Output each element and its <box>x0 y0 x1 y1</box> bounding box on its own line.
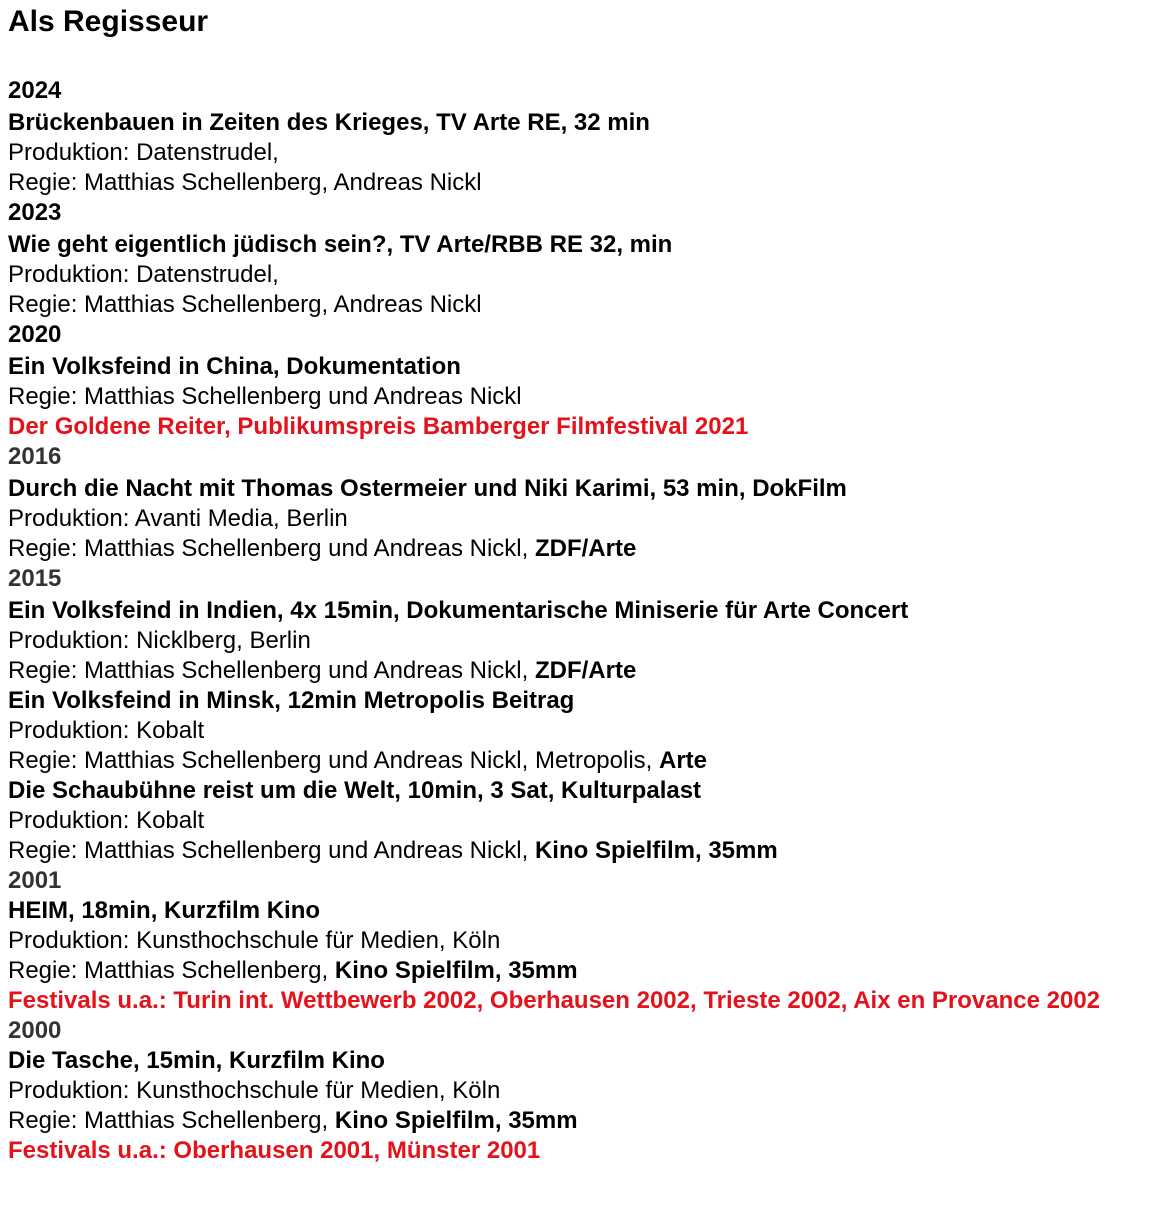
production-credit: Produktion: Datenstrudel, <box>8 261 279 288</box>
year-heading-2020: 2020 <box>8 321 62 348</box>
festivals-line: Festivals u.a.: Oberhausen 2001, Münster 2001 <box>8 1137 541 1164</box>
director-credit <box>8 1106 1152 1136</box>
film-title: Ein Volksfeind in Minsk, 12min Metropolis Beitrag <box>8 687 575 714</box>
production-credit: Produktion: Datenstrudel, <box>8 139 279 166</box>
page-title: Als Regisseur <box>8 5 209 38</box>
director-credit <box>8 656 1152 686</box>
year-heading-2015: 2015 <box>8 565 62 592</box>
director-names: Regie: Matthias Schellenberg und Andreas Nickl, <box>8 535 535 562</box>
production-credit: Produktion: Kobalt <box>8 807 205 834</box>
director-credit: Regie: Matthias Schellenberg, Andreas Nickl <box>8 169 482 196</box>
film-title: Ein Volksfeind in China, Dokumentation <box>8 353 461 380</box>
director-names: Regie: Matthias Schellenberg und Andreas Nickl, Metropolis, <box>8 747 659 774</box>
year-heading-2023: 2023 <box>8 199 62 226</box>
broadcaster: ZDF/Arte <box>534 657 637 684</box>
director-credit <box>8 534 1152 564</box>
director-credit <box>8 836 1152 866</box>
director-names: Regie: Matthias Schellenberg und Andreas Nickl, <box>8 657 535 684</box>
director-credit: Regie: Matthias Schellenberg und Andreas Nickl <box>8 383 522 410</box>
film-title: Wie geht eigentlich jüdisch sein?, TV Arte/RBB RE 32, min <box>8 231 673 258</box>
production-credit: Produktion: Kobalt <box>8 717 205 744</box>
production-credit: Produktion: Kunsthochschule für Medien, Köln <box>8 927 501 954</box>
festivals-line: Festivals u.a.: Turin int. Wettbewerb 2002, Oberhausen 2002, Trieste 2002, Aix en Provance 2002 <box>8 987 1101 1014</box>
production-credit: Produktion: Kunsthochschule für Medien, Köln <box>8 1077 501 1104</box>
format-note: Kino Spielfilm, 35mm <box>534 837 778 864</box>
director-names: Regie: Matthias Schellenberg, <box>8 1107 335 1134</box>
format-note: Kino Spielfilm, 35mm <box>334 957 578 984</box>
year-heading-2016: 2016 <box>8 443 62 470</box>
film-title: Die Schaubühne reist um die Welt, 10min, 3 Sat, Kulturpalast <box>8 777 702 804</box>
film-title: Durch die Nacht mit Thomas Ostermeier und Niki Karimi, 53 min, DokFilm <box>8 475 847 502</box>
director-names: Regie: Matthias Schellenberg, <box>8 957 335 984</box>
director-names: Regie: Matthias Schellenberg und Andreas Nickl, <box>8 837 535 864</box>
film-title: Ein Volksfeind in Indien, 4x 15min, Dokumentarische Miniserie für Arte Concert <box>8 597 909 624</box>
year-heading-2000: 2000 <box>8 1017 62 1044</box>
year-heading-2024: 2024 <box>8 77 62 104</box>
year-heading-2001: 2001 <box>8 867 62 894</box>
film-title: Brückenbauen in Zeiten des Krieges, TV Arte RE, 32 min <box>8 109 650 136</box>
award-line: Der Goldene Reiter, Publikumspreis Bamberger Filmfestival 2021 <box>8 413 749 440</box>
production-credit: Produktion: Avanti Media, Berlin <box>8 505 348 532</box>
film-title: HEIM, 18min, Kurzfilm Kino <box>8 897 321 924</box>
format-note: Kino Spielfilm, 35mm <box>334 1107 578 1134</box>
broadcaster: Arte <box>659 747 708 774</box>
director-credit: Regie: Matthias Schellenberg, Andreas Nickl <box>8 291 482 318</box>
production-credit: Produktion: Nicklberg, Berlin <box>8 627 311 654</box>
director-credit <box>8 746 1152 776</box>
broadcaster: ZDF/Arte <box>534 535 637 562</box>
film-title: Die Tasche, 15min, Kurzfilm Kino <box>8 1047 385 1074</box>
director-credit <box>8 956 1152 986</box>
